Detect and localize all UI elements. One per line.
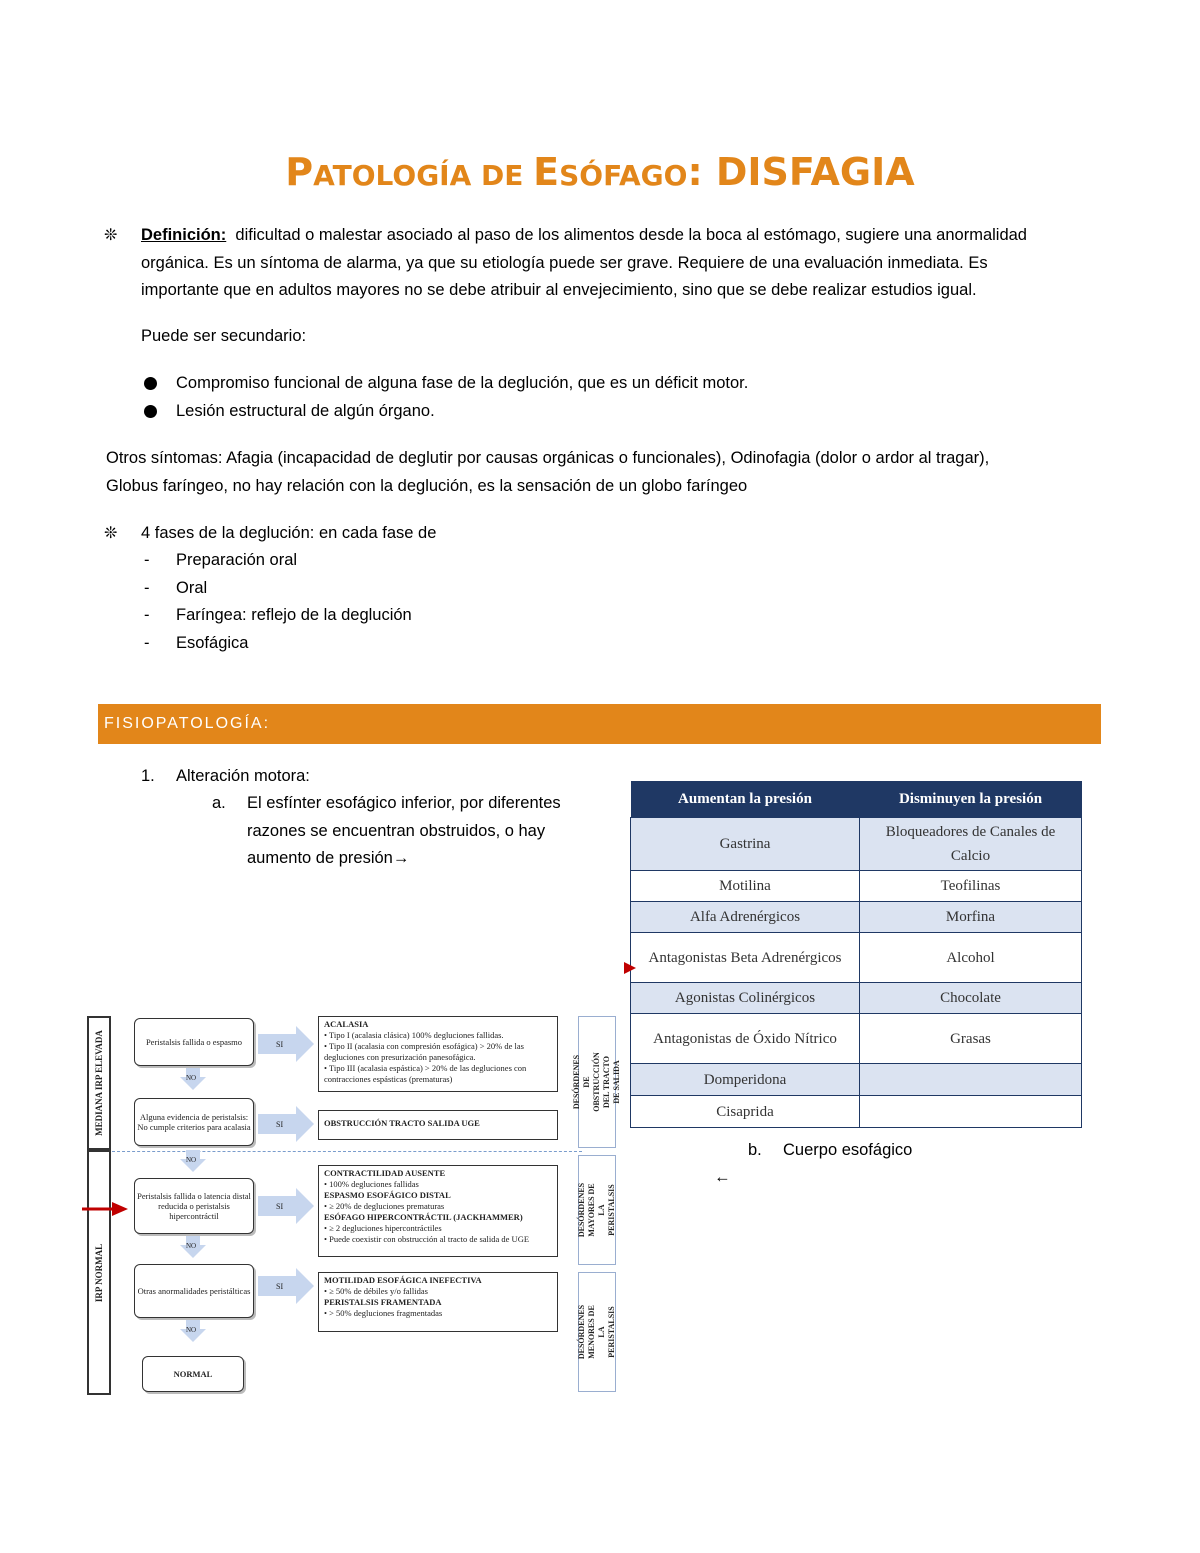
- result-obstruccion: OBSTRUCCIÓN TRACTO SALIDA UGE: [318, 1110, 558, 1140]
- table-cell: Cisaprida: [631, 1096, 860, 1128]
- category-label: [578, 1155, 616, 1265]
- fase-item: Esofágica: [176, 634, 249, 652]
- title-part-2: SÓFAGO: [559, 159, 688, 192]
- result-title: CONTRACTILIDAD AUSENTE: [324, 1168, 446, 1178]
- table-header-row: [631, 781, 1082, 818]
- category-text: DESÓRDENES MAYORES DE LA PERISTALSIS: [577, 1182, 616, 1238]
- list-letter: b.: [748, 1141, 762, 1159]
- question-box: Peristalsis fallida o espasmo: [134, 1018, 254, 1066]
- si-label: SI: [276, 1202, 284, 1211]
- irp-normal-bar: [87, 1150, 111, 1395]
- left-arrow-icon: ←: [714, 1168, 731, 1186]
- table-cell: Motilina: [631, 871, 860, 902]
- bullet-dot-icon: [144, 377, 157, 390]
- bullet-star-icon: ❊: [104, 525, 118, 542]
- right-arrow-icon: [258, 1268, 314, 1304]
- fase-item: Faríngea: reflejo de la deglución: [176, 606, 412, 624]
- result-item: Puede coexistir con obstrucción al tracto de salida de UGE: [329, 1234, 530, 1244]
- table-cell: Gastrina: [631, 818, 860, 871]
- table-row: [631, 1014, 1082, 1064]
- definition-label: Definición:: [141, 226, 227, 244]
- secondary-item: Lesión estructural de algún órgano.: [176, 402, 435, 420]
- question-box: Peristalsis fallida o latencia distal reducida o peristalsis hipercontráctil: [134, 1178, 254, 1234]
- result-item: 100% degluciones fallidas: [329, 1179, 419, 1189]
- table-cell: Agonistas Colinérgicos: [631, 983, 860, 1014]
- otros-line-2: Globus faríngeo, no hay relación con la deglución, es la sensación de un globo faríngeo: [106, 476, 748, 495]
- fase-item: Preparación oral: [176, 551, 298, 569]
- list-a-line: razones se encuentran obstruidos, o hay: [247, 821, 546, 840]
- table-row: [631, 1064, 1082, 1096]
- normal-box: NORMAL: [142, 1356, 244, 1392]
- red-arrow-icon: [622, 960, 638, 976]
- right-arrow-icon: [258, 1106, 314, 1142]
- table-cell: Antagonistas de Óxido Nítrico: [631, 1014, 860, 1064]
- result-item: ≥ 2 degluciones hipercontráctiles: [329, 1223, 442, 1233]
- si-label: SI: [276, 1282, 284, 1291]
- table-row: [631, 871, 1082, 902]
- table-cell: Morfina: [860, 902, 1082, 933]
- secondary-item: Compromiso funcional de alguna fase de la deglución, que es un déficit motor.: [176, 374, 749, 392]
- list-item-alteracion: Alteración motora:: [176, 767, 310, 785]
- result-title: MOTILIDAD ESOFÁGICA INEFECTIVA: [324, 1275, 482, 1285]
- red-arrow-icon: [82, 1200, 128, 1218]
- pressure-table: [630, 781, 1082, 1128]
- table-row: [631, 933, 1082, 983]
- definition-line-2: orgánica. Es un síntoma de alarma, ya que su etiología puede ser grave. Requiere de una evaluación inmediata. Es: [141, 253, 988, 272]
- dash-bullet: -: [144, 606, 150, 624]
- otros-line-1: Otros síntomas: Afagia (incapacidad de deglutir por causas orgánicas o funcionales), Odinofagia (dolor o ardor al tragar),: [106, 449, 990, 467]
- bar-label: IRP NORMAL: [94, 1243, 104, 1302]
- title-cap-e: E: [533, 150, 560, 194]
- result-item: Tipo I (acalasia clásica) 100% degluciones fallidas.: [328, 1030, 504, 1040]
- table-row: [631, 902, 1082, 933]
- dash-bullet: -: [144, 579, 150, 597]
- table-cell: Alcohol: [860, 933, 1082, 983]
- definition-line-1: dificultad o malestar asociado al paso de los alimentos desde la boca al estómago, sugiere una anormalidad: [235, 226, 1027, 244]
- bullet-dot-icon: [144, 405, 157, 418]
- result-item: Tipo III (acalasia espástica) > 20% de las degluciones con contracciones espásticas (prematuras): [324, 1063, 527, 1084]
- secondary-intro: Puede ser secundario:: [141, 327, 307, 345]
- dash-bullet: -: [144, 551, 150, 569]
- si-label: SI: [276, 1120, 284, 1129]
- bar-label: MEDIANA IRP ELEVADA: [94, 1030, 105, 1136]
- table-cell: Bloqueadores de Canales de Calcio: [860, 818, 1082, 871]
- result-item: Tipo II (acalasia con compresión esofágica) > 20% de las degluciones con presurización panesofágica.: [324, 1041, 524, 1062]
- dash-bullet: -: [144, 634, 150, 652]
- result-title: ESÓFAGO HIPERCONTRÁCTIL (JACKHAMMER): [324, 1212, 523, 1222]
- title-part-3: : DISFAGIA: [687, 150, 915, 194]
- table-cell: Antagonistas Beta Adrenérgicos: [631, 933, 860, 983]
- page-title: [0, 150, 1200, 194]
- fases-title: 4 fases de la deglución: en cada fase de: [141, 524, 437, 542]
- result-title: PERISTALSIS FRAMENTADA: [324, 1297, 442, 1307]
- right-arrow-icon: [258, 1188, 314, 1224]
- table-header-cell: Aumentan la presión: [631, 781, 860, 818]
- definition-line-3: importante que en adultos mayores no se debe atribuir al envejecimiento, sino que se debe realizar estudios igual.: [141, 281, 977, 299]
- result-acalasia: ACALASIA • Tipo I (acalasia clásica) 100% degluciones fallidas. • Tipo II (acalasia con compresión esofágica) > 20% de las degluciones con presurización panesofágica. • Tipo III (acalasia espástica) > 20% de las degluciones con contracciones espásticas (prematuras): [318, 1016, 558, 1092]
- right-arrow-icon: [258, 1026, 314, 1062]
- list-a-line: aumento de presión→: [247, 849, 410, 867]
- category-label: [578, 1272, 616, 1392]
- table-cell: [860, 1096, 1082, 1128]
- no-label: NO: [186, 1074, 197, 1082]
- result-item: > 50% degluciones fragmentadas: [329, 1308, 443, 1318]
- flowchart: [82, 1010, 622, 1400]
- list-letter: a.: [212, 794, 226, 812]
- result-item: ≥ 20% de degluciones prematuras: [329, 1201, 445, 1211]
- table-cell: Domperidona: [631, 1064, 860, 1096]
- otros-paragraph: [106, 445, 1106, 500]
- result-desordenes-menores: MOTILIDAD ESOFÁGICA INEFECTIVA • ≥ 50% de débiles y/o fallidas PERISTALSIS FRAMENTADA • > 50% degluciones fragmentadas: [318, 1272, 558, 1332]
- list-number: 1.: [141, 767, 155, 785]
- bullet-star-icon: ❊: [104, 227, 118, 244]
- list-item-a: [247, 790, 627, 873]
- fase-item: Oral: [176, 579, 208, 597]
- result-title: ESPASMO ESOFÁGICO DISTAL: [324, 1190, 451, 1200]
- irp-elevada-bar: [87, 1016, 111, 1150]
- table-cell: Teofilinas: [860, 871, 1082, 902]
- result-title: ACALASIA: [324, 1019, 369, 1029]
- table-cell: Alfa Adrenérgicos: [631, 902, 860, 933]
- result-item: ≥ 50% de débiles y/o fallidas: [329, 1286, 428, 1296]
- no-label: NO: [186, 1326, 197, 1334]
- list-a-line: El esfínter esofágico inferior, por diferentes: [247, 794, 561, 812]
- table-cell: Chocolate: [860, 983, 1082, 1014]
- table-header-cell: Disminuyen la presión: [860, 781, 1082, 818]
- category-text: DESÓRDENES MENORES DE LA PERISTALSIS: [577, 1304, 616, 1360]
- section-header-fisiopatologia: FISIOPATOLOGÍA:: [98, 704, 1101, 744]
- category-label: [572, 1016, 621, 1148]
- result-desordenes-mayores: CONTRACTILIDAD AUSENTE • 100% degluciones fallidas ESPASMO ESOFÁGICO DISTAL • ≥ 20% de degluciones prematuras ESÓFAGO HIPERCONTRÁCTIL (JACKHAMMER) • ≥ 2 degluciones hipercontráctiles • Puede coexistir con obstrucción al tracto de salida de UGE: [318, 1165, 558, 1257]
- table-cell: Grasas: [860, 1014, 1082, 1064]
- table-cell: [860, 1064, 1082, 1096]
- no-label: NO: [186, 1242, 197, 1250]
- question-box: Otras anormalidades peristálticas: [134, 1264, 254, 1318]
- table-row: [631, 1096, 1082, 1128]
- table-row: [631, 818, 1082, 871]
- definition-paragraph: [141, 222, 1101, 305]
- question-box: Alguna evidencia de peristalsis: No cumple criterios para acalasia: [134, 1098, 254, 1146]
- category-text: DESÓRDENES DE OBSTRUCCIÓN DEL TRACTO DE SALIDA: [572, 1052, 621, 1112]
- title-cap-p: P: [285, 150, 314, 194]
- no-label: NO: [186, 1156, 197, 1164]
- title-part-1: ATOLOGÍA DE: [313, 159, 534, 192]
- si-label: SI: [276, 1040, 284, 1049]
- table-row: [631, 983, 1082, 1014]
- list-item-b: Cuerpo esofágico: [783, 1141, 913, 1159]
